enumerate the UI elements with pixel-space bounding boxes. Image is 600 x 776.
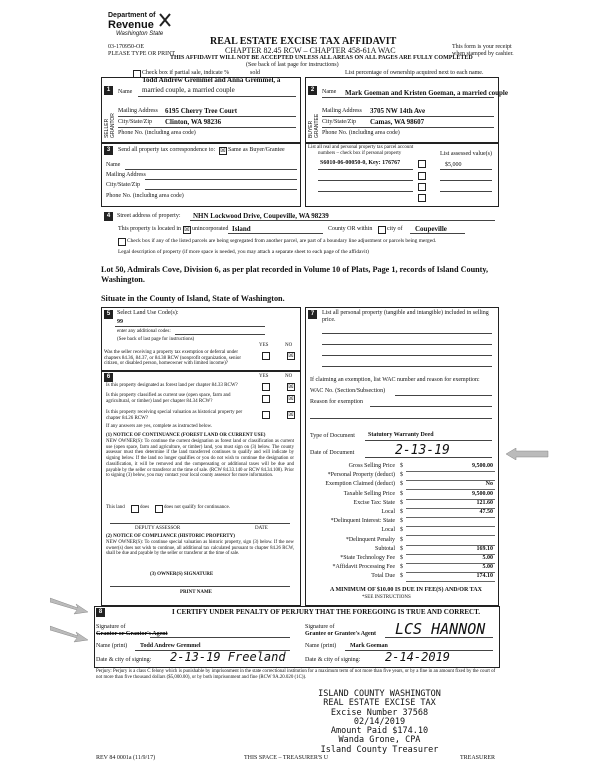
tax-table xyxy=(310,463,495,583)
tax-row xyxy=(310,573,495,582)
correspondence-label: Send all property tax correspondence to: xyxy=(118,147,216,153)
tax-row xyxy=(310,500,495,509)
tax-row xyxy=(310,518,495,527)
grantee-agent-label: Grantee or Grantee's Agent xyxy=(305,631,377,637)
tax-row-label: *Affidavit Processing Fee xyxy=(332,564,395,571)
s6-yes: YES xyxy=(259,374,269,379)
section-6-number: 6 xyxy=(104,373,113,382)
stamp-line-4: 02/14/2019 xyxy=(353,716,406,727)
does-checkbox[interactable] xyxy=(131,505,139,513)
parcel-checkbox-3[interactable] xyxy=(418,183,426,191)
exemption-wac-label: If claiming an exemption, list WAC number and reason for exemption: xyxy=(310,377,480,383)
tax-row-value: 5.00 xyxy=(482,555,493,561)
treasurer-stamp xyxy=(312,690,447,755)
located-in-label: This property is located in xyxy=(118,226,181,232)
legal-description-line1: Lot 50, Admirals Cove, Division 6, as per plat recorded in Volume 10 of Plats, Page 1, records of Island County, xyxy=(101,265,489,274)
grantee-name-label: Name (print) xyxy=(305,643,337,649)
seller-phone-label: Phone No. (including area code) xyxy=(118,130,196,136)
section-1-number: 1 xyxy=(104,86,113,95)
land-use-see-back: (See back of last page for instructions) xyxy=(117,337,195,342)
tax-row-label: *State Technology Fee xyxy=(340,555,395,561)
tax-row-value: No xyxy=(485,481,493,488)
seller-name-line2: married couple, a married couple xyxy=(142,86,235,94)
section-2-number: 2 xyxy=(308,86,317,95)
receipt-note-2: when stamped by cashier. xyxy=(452,51,514,57)
doc-date-value: 2-13-19 xyxy=(395,443,450,458)
current-use-no-checkbox[interactable]: ☒ xyxy=(288,396,294,402)
seller-mailing-value: 6195 Cherry Tree Court xyxy=(165,107,238,115)
grantor-date-label: Date & city of signing: xyxy=(96,657,152,663)
corr-name-label: Name xyxy=(106,162,121,168)
assessed-value: $5,000 xyxy=(445,162,462,168)
tax-row xyxy=(310,537,495,546)
dollar-sign: $ xyxy=(400,463,403,469)
buyer-mailing-label: Mailing Address xyxy=(322,108,362,114)
tax-row xyxy=(310,463,495,472)
dept-line2: Revenue xyxy=(108,19,154,31)
section-6 xyxy=(101,371,301,606)
this-land-label: This land xyxy=(106,505,125,510)
tax-row-label: Gross Selling Price xyxy=(348,463,395,469)
does-not-label: does not qualify for continuance. xyxy=(164,505,230,510)
buyer-city-value: Camas, WA 98607 xyxy=(370,118,425,126)
grantor-name-value: Todd Andrew Gremmel xyxy=(140,643,201,649)
section-3-number: 3 xyxy=(104,146,113,155)
section-4-number: 4 xyxy=(104,212,113,221)
street-label: Street address of property: xyxy=(117,213,181,219)
tax-row xyxy=(310,527,495,536)
historic-question: Is this property receiving special valuation as historical property per chapter 84.26 RCW? xyxy=(106,410,243,421)
buyer-name-label: Name xyxy=(322,89,337,95)
dollar-sign: $ xyxy=(400,573,403,580)
grantor-name-label: Name (print) xyxy=(96,643,128,649)
dollar-sign: $ xyxy=(400,545,403,552)
grantor-agent-label: Grantor or Grantor's Agent xyxy=(96,631,168,637)
tax-row xyxy=(310,509,495,518)
personal-property-label: List all personal property (tangible and intangible) included in selling price. xyxy=(322,310,489,323)
buyer-mailing-value: 3705 NW 14th Ave xyxy=(370,107,426,115)
parcel-checkbox-1[interactable] xyxy=(418,160,426,168)
land-use-additional: enter any additional codes: xyxy=(117,329,171,334)
parcel-header-1: List all real and personal property tax parcel account xyxy=(308,145,414,150)
land-use-label: Select Land Use Code(s): xyxy=(117,310,179,316)
wac-no-label: WAC No. (Section/Subsection) xyxy=(310,388,386,394)
dollar-sign: $ xyxy=(400,518,403,525)
tax-row-label: Exemption Claimed (deduct) xyxy=(325,481,395,488)
tax-row xyxy=(310,472,495,481)
tax-row xyxy=(310,546,495,555)
reason-label: Reason for exemption xyxy=(310,399,363,405)
land-use-code: 99 xyxy=(117,319,123,325)
dept-line3: Washington State xyxy=(116,31,164,37)
same-as-buyer-checkbox[interactable]: ☒ xyxy=(220,148,226,154)
dollar-sign: $ xyxy=(400,509,403,515)
arrow-flag-icon-1 xyxy=(50,596,90,616)
please-type: PLEASE TYPE OR PRINT xyxy=(108,51,176,57)
current-use-yes-checkbox[interactable] xyxy=(262,395,270,403)
tax-row-label: *Delinquent Interest: State xyxy=(330,518,395,525)
receipt-note-1: This form is your receipt xyxy=(452,44,512,50)
unincorporated-label: unincorporated xyxy=(192,226,229,232)
stamp-line-7: Island County Treasurer xyxy=(320,744,439,755)
form-title: REAL ESTATE EXCISE TAX AFFIDAVIT xyxy=(210,36,397,47)
grantor-sig-of: Signature of xyxy=(96,624,126,630)
notice2-body: NEW OWNER(S): To continue special valuation as historic property, sign (3) below. If the new owner(s) does not wish to continue, all additional tax calculated pursuant to chapter 84.26 RCW, shall be due and payable by the seller or transferor at the time of sale. xyxy=(106,540,294,557)
dollar-sign: $ xyxy=(400,555,403,561)
forest-no-checkbox[interactable]: ☒ xyxy=(288,384,294,390)
dollar-sign: $ xyxy=(400,564,403,571)
tax-row-label: Total Due xyxy=(371,573,395,580)
current-use-question: Is this property classified as current use (open space, farm and agricultural, or timber) land per chapter 84.34 RCW? xyxy=(106,393,231,404)
dollar-sign: $ xyxy=(400,499,403,506)
dept-line1: Department of xyxy=(108,12,156,19)
grantee-name-value: Mark Goeman xyxy=(350,643,388,649)
city-value: Coupeville xyxy=(415,225,447,233)
parcel-number: S6010-06-00050-0, Key: 176767 xyxy=(320,160,401,166)
rev-number: REV 84 0001a (11/9/17) xyxy=(96,755,156,761)
partial-sale-label: Check box if partial sale, indicate % xyxy=(142,70,230,76)
tax-row-value: 5.00 xyxy=(482,564,493,571)
grantee-signature: LCS HANNON xyxy=(395,620,486,638)
segregated-label: Check box if any of the listed parcels are being segregated from another parcel, are part of a boundary line adjustment or parcels being merged. xyxy=(127,238,437,244)
seller-side-label: SELLER GRANTOR xyxy=(104,113,116,138)
section-8-number: 8 xyxy=(96,608,105,617)
grantee-date-value: 2-14-2019 xyxy=(385,650,451,664)
forest-land-question: Is this property designated as forest land per chapter 84.33 RCW? xyxy=(106,383,238,388)
stamp-line-3: Excise Number 37568 xyxy=(330,707,429,718)
tax-row-value: 169.10 xyxy=(476,545,493,552)
grantee-date-label: Date & city of signing: xyxy=(305,657,361,663)
tax-row xyxy=(310,555,495,564)
buyer-phone-label: Phone No. (including area code) xyxy=(322,130,400,136)
doc-type-label: Type of Document xyxy=(310,433,355,439)
parcel-checkbox-4[interactable] xyxy=(418,194,426,202)
historic-yes-checkbox[interactable] xyxy=(262,411,270,419)
form-warning: THIS AFFIDAVIT WILL NOT BE ACCEPTED UNLESS ALL AREAS ON ALL PAGES ARE FULLY COMPLETED xyxy=(170,55,473,61)
segregated-checkbox[interactable] xyxy=(118,238,126,246)
situate-line: Situate in the County of Island, State of Washington. xyxy=(101,294,285,303)
city-of-label: city of xyxy=(387,226,403,232)
does-not-checkbox[interactable] xyxy=(155,505,163,513)
tax-row-label: Subtotal xyxy=(374,545,395,552)
seller-city-label: City/State/Zip xyxy=(118,119,152,125)
dollar-sign: $ xyxy=(400,481,403,488)
tax-row xyxy=(310,481,495,490)
tax-row-value: 121.60 xyxy=(476,499,493,506)
corr-mailing-label: Mailing Address xyxy=(106,172,146,178)
parcel-header-2: numbers – check box if personal property xyxy=(318,151,402,156)
dollar-sign: $ xyxy=(400,490,403,497)
legal-description-line2: Washington. xyxy=(101,275,145,284)
doc-type-value: Statutory Warranty Deed xyxy=(368,432,434,438)
dor-logo xyxy=(108,12,170,40)
land-use-yes: YES xyxy=(259,343,269,348)
stamp-line-1: ISLAND COUNTY WASHINGTON xyxy=(318,689,441,699)
minimum-note: A MINIMUM OF $10.00 IS DUE IN FEE(S) AND/OR TAX xyxy=(330,587,482,593)
partial-sale-sold: sold xyxy=(250,70,261,76)
grantor-date-value: 2-13-19 Freeland xyxy=(170,650,286,664)
form-number: 03-170950-OE xyxy=(108,44,144,50)
owner-signature-label: (3) OWNER(S) SIGNATURE xyxy=(150,572,214,577)
notice2-title: (2) NOTICE OF COMPLIANCE (HISTORIC PROPERTY) xyxy=(106,534,235,539)
stamp-line-6: Wanda Grone, CPA xyxy=(338,735,421,746)
tax-row-value: 174.10 xyxy=(476,573,493,580)
forest-yes-checkbox[interactable] xyxy=(262,383,270,391)
treasurer-label: TREASURER xyxy=(460,755,496,761)
tax-row-label: Taxable Selling Price xyxy=(343,490,395,497)
historic-no-checkbox[interactable]: ☒ xyxy=(288,412,294,418)
arrow-flag-right-icon xyxy=(506,448,550,460)
print-name-label: PRINT NAME xyxy=(180,590,212,595)
notice1-title: (1) NOTICE OF CONTINUANCE (FOREST LAND OR CURRENT USE) xyxy=(106,433,266,438)
seller-mailing-label: Mailing Address xyxy=(118,108,158,114)
tax-row xyxy=(310,564,495,573)
tax-row-label: Excise Tax: State xyxy=(353,499,395,506)
seller-city-value: Clinton, WA 98236 xyxy=(165,118,222,126)
legal-description-label: Legal description of property (if more space is needed, you may attach a separate sheet to each page of the affidavit) xyxy=(118,249,369,255)
washington-logo-icon xyxy=(158,12,172,28)
unincorporated-checkbox[interactable]: ☒ xyxy=(184,227,190,233)
county-or-label: County OR within xyxy=(328,226,373,232)
city-of-checkbox[interactable] xyxy=(378,226,386,234)
form-chapter: CHAPTER 82.45 RCW – CHAPTER 458-61A WAC xyxy=(225,46,396,55)
section-5-number: 5 xyxy=(104,310,113,319)
see-instructions: *SEE INSTRUCTIONS xyxy=(362,595,411,600)
if-yes-note: If any answers are yes, complete as instructed below. xyxy=(106,424,213,429)
corr-phone-label: Phone No. (including area code) xyxy=(106,193,184,199)
perjury-note: Perjury: Perjury is a class C felony which is punishable by imprisonment in the state correctional institution for a maximum term of not more than five years, or by a fine in an amount fixed by the court of not more than five thousand dollars ($5,000.00), or by both imprisonment and fine (RCW 9A.20.020 (1C)). xyxy=(96,669,496,680)
buyer-side-label: BUYER GRANTEE xyxy=(308,113,320,138)
certify-line: I CERTIFY UNDER PENALTY OF PERJURY THAT THE FOREGOING IS TRUE AND CORRECT. xyxy=(172,608,481,616)
notice1-body: NEW OWNER(S): To continue the current designation as forest land or classification as current use (open space, farm and agriculture, or timber) land, you must sign on (3) below. The county assessor must then determine if the land transferred continues to qualify and will indicate by signing below. If the land no longer qualifies or you do not wish to continue the designation or classification, it will be removed and the compensating or additional taxes will be due and payable by the seller or transferor at the time of sale. (RCW 84.33.140 or RCW 84.34.108). Prior to signing (3) below, you may contact your local county assessor for more information. xyxy=(106,439,294,479)
deputy-assessor-label: DEPUTY ASSESSOR xyxy=(135,526,181,531)
tax-row xyxy=(310,491,495,500)
tax-row-value: 47.50 xyxy=(479,509,493,515)
county-value: Island xyxy=(232,225,251,233)
tax-row-label: Local xyxy=(381,509,395,515)
street-value: NHN Lockwood Drive, Coupeville, WA 98239 xyxy=(193,212,329,220)
seller-name-line1: Todd Andrew Gremmel and Anna Gremmel, a xyxy=(142,76,281,84)
s6-no: NO xyxy=(285,374,293,379)
exemption-no-checkbox[interactable]: ☒ xyxy=(288,353,294,359)
buyer-name-value: Mark Goeman and Kristen Goeman, a married couple xyxy=(345,89,508,97)
arrow-flag-icon-2 xyxy=(50,624,90,644)
grantee-sig-of: Signature of xyxy=(305,624,335,630)
tax-row-label: *Delinquent Penalty xyxy=(345,536,395,543)
tax-row-value: 9,500.00 xyxy=(472,463,493,469)
doc-date-label: Date of Document xyxy=(310,450,355,456)
seller-name-label: Name xyxy=(118,89,133,95)
tax-row-value: 9,500.00 xyxy=(472,490,493,497)
does-label: does xyxy=(140,505,150,510)
assessed-header: List assessed value(s) xyxy=(440,151,492,157)
list-percentage-note: List percentage of ownership acquired next to each name. xyxy=(345,70,484,76)
corr-city-label: City/State/Zip xyxy=(106,182,140,188)
treasurer-space: THIS SPACE – TREASURER'S U xyxy=(244,755,329,761)
exemption-yes-checkbox[interactable] xyxy=(262,352,270,360)
form-see-back: (See back of last page for instructions) xyxy=(246,62,339,68)
same-as-buyer-label: Same as Buyer/Grantee xyxy=(228,147,285,153)
deputy-date-label: DATE xyxy=(255,526,268,531)
buyer-city-label: City/State/Zip xyxy=(322,119,356,125)
stamp-line-2: REAL ESTATE EXCISE TAX xyxy=(323,698,436,709)
section-7-number: 7 xyxy=(308,310,317,319)
dollar-sign: $ xyxy=(400,472,403,479)
tax-row-label: Local xyxy=(381,527,395,534)
land-use-no: NO xyxy=(285,343,293,348)
stamp-line-5: Amount Paid $174.10 xyxy=(330,726,429,737)
tax-row-label: *Personal Property (deduct) xyxy=(327,472,395,479)
exemption-question: Was the seller receiving a property tax exemption or deferral under chapters 84.36, 84.37, or 84.38 RCW (nonprofit organization, senior citizen, or disabled person, homeowner with limited income)? xyxy=(104,350,242,367)
dollar-sign: $ xyxy=(400,527,403,534)
parcel-checkbox-2[interactable] xyxy=(418,172,426,180)
dollar-sign: $ xyxy=(400,536,403,543)
